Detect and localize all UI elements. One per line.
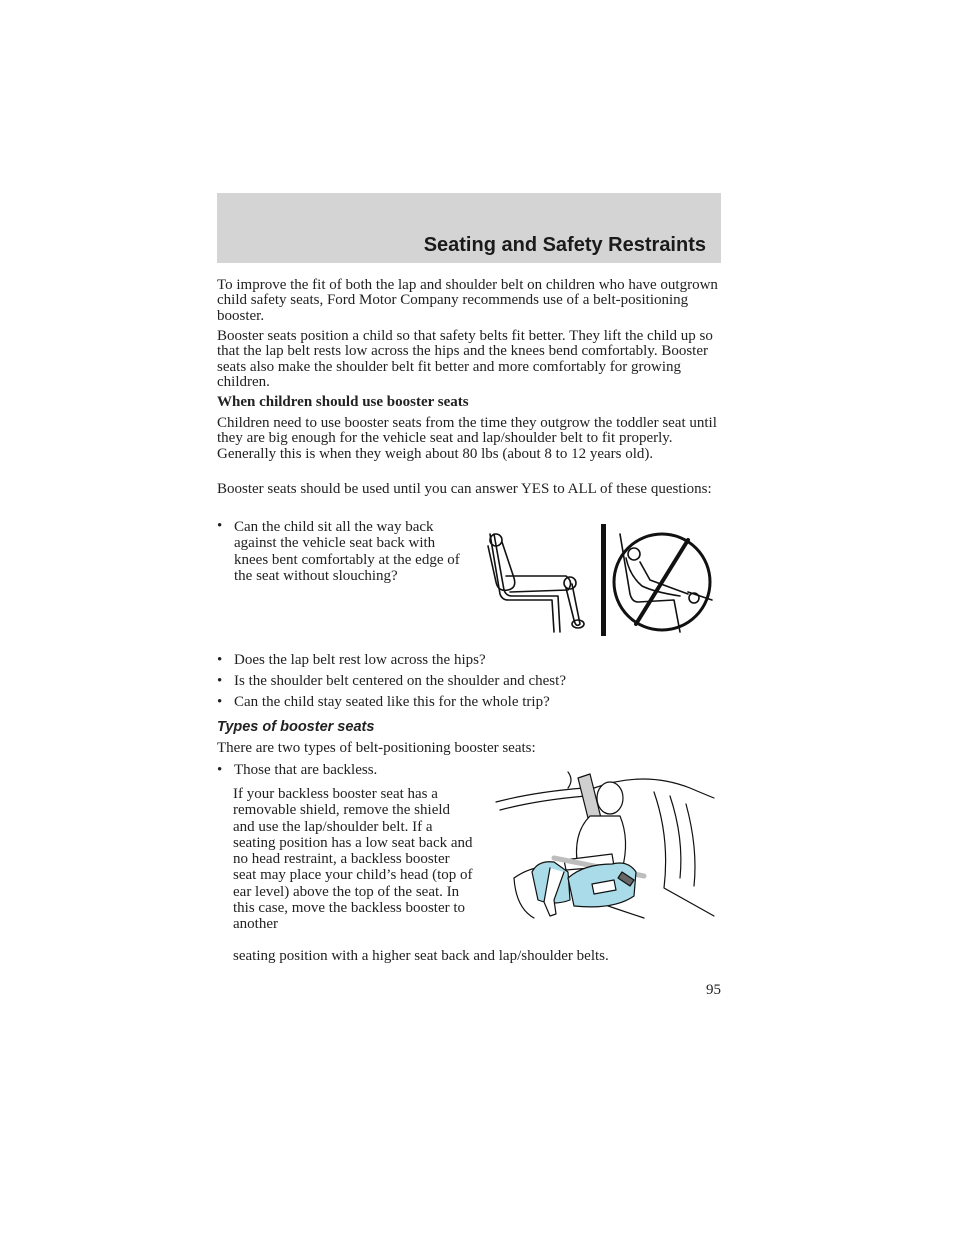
- type-text: Those that are backless.: [234, 762, 378, 778]
- until-paragraph: Booster seats should be used until you can answer YES to ALL of these questions:: [217, 481, 712, 497]
- bullet-icon: •: [217, 518, 223, 534]
- section-title: Seating and Safety Restraints: [423, 234, 706, 256]
- types-heading: Types of booster seats: [217, 719, 375, 735]
- backless-paragraph-tail: seating position with a higher seat back and lap/shoulder belts.: [233, 948, 609, 964]
- page-number: 95: [706, 982, 721, 998]
- bullet-icon: •: [217, 762, 223, 778]
- question-item: [217, 653, 721, 670]
- when-paragraph: Children need to use booster seats from the time they outgrow the toddler seat until they are big enough for the vehicle seat and lap/shoulder belt to fit properly. Generally this is when they weigh about 80 lbs (about 8 to 12 years old).: [217, 415, 717, 462]
- seat-back-edge: [654, 792, 714, 916]
- question-item: [217, 519, 477, 604]
- question-item: [217, 695, 721, 712]
- incorrect-posture-icon: [614, 534, 712, 632]
- question-item: [217, 674, 721, 691]
- correct-posture-icon: [488, 534, 584, 632]
- types-paragraph: There are two types of belt-positioning booster seats:: [217, 740, 536, 756]
- question-text: Can the child sit all the way back against the vehicle seat back with knees bent comfortably at the edge of the seat without slouching?: [234, 519, 460, 585]
- question-text: Can the child stay seated like this for the whole trip?: [234, 694, 550, 710]
- section-header-bar: [217, 193, 721, 263]
- bullet-icon: •: [217, 694, 223, 710]
- bullet-icon: •: [217, 673, 223, 689]
- divider-bar: [601, 524, 606, 636]
- seating-posture-illustration: [484, 520, 720, 640]
- booster-position-paragraph: Booster seats position a child so that safety belts fit better. They lift the child up so that the lap belt rests low across the hips and the knees bend comfortably. Booster seats also make the shoulder belt fit better and more comfortably for growing children.: [217, 328, 713, 391]
- bullet-icon: •: [217, 652, 223, 668]
- when-heading: When children should use booster seats: [217, 394, 469, 410]
- backless-paragraph: If your backless booster seat has a removable shield, remove the shield and use the lap/shoulder belt. If a seating position has a low seat back and no head restraint, a backless booster seat may place your child’s head (top of ear level) above the top of the seat. In this case, move the backless booster to another: [233, 786, 473, 933]
- child-head: [597, 782, 623, 814]
- question-text: Is the shoulder belt centered on the shoulder and chest?: [234, 673, 566, 689]
- question-text: Does the lap belt rest low across the hips?: [234, 652, 486, 668]
- type-item: [217, 763, 477, 780]
- door-line: [496, 788, 584, 802]
- booster-seat-illustration: [494, 768, 718, 928]
- intro-paragraph: To improve the fit of both the lap and shoulder belt on children who have outgrown child safety seats, Ford Motor Company recommends use of a belt-positioning booster.: [217, 277, 718, 324]
